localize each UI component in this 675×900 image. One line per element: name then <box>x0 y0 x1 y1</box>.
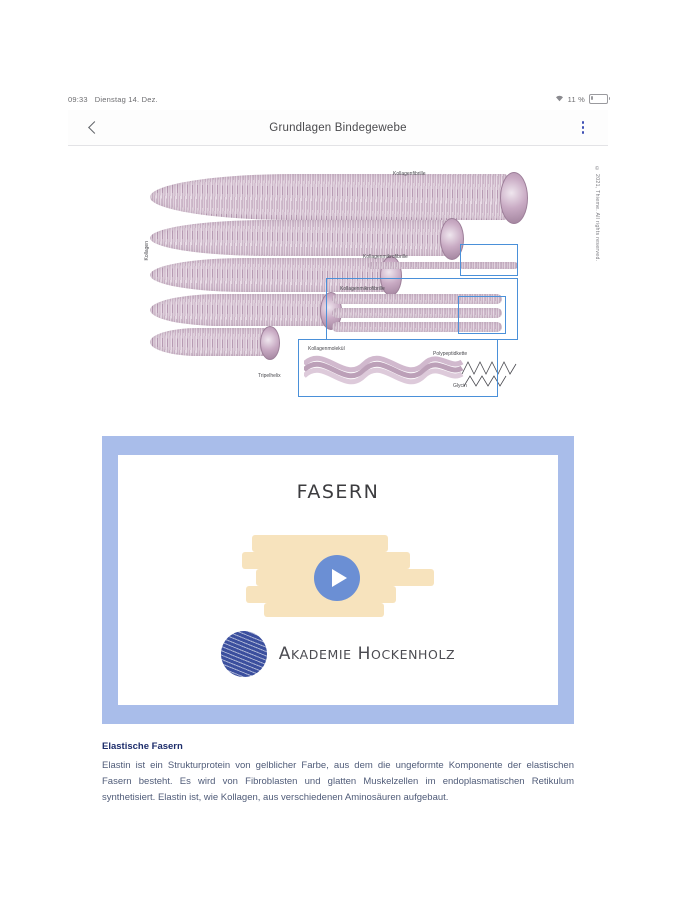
akademie-logo-icon <box>221 631 267 677</box>
video-frame <box>102 436 574 724</box>
content-fade <box>68 816 608 846</box>
battery-percent-label: 11 % <box>567 94 585 104</box>
brand-word-2-rest: OCKENHOLZ <box>371 647 456 662</box>
fiber-bundle <box>150 220 450 256</box>
label-glycin: Glycin <box>453 383 467 389</box>
label-tripelhelix: Tripelhelix <box>258 373 281 379</box>
video-thumbnail[interactable] <box>118 455 558 705</box>
status-bar-right <box>555 94 608 104</box>
status-time: 09:33 <box>68 94 88 104</box>
label-kollagenmikrofibrille: Kollagenmikrofibrille <box>363 254 408 260</box>
page-content[interactable] <box>68 146 608 846</box>
brand-word-1-cap: A <box>278 644 291 664</box>
page-title: Grundlagen Bindegewebe <box>269 121 407 134</box>
article-section <box>68 725 608 806</box>
label-polypeptidkette: Polypeptidkette <box>433 351 468 357</box>
brand-word-1-rest: KADEMIE <box>291 647 352 662</box>
label-kollagenfibrille: Kollagenfibrille <box>393 171 426 177</box>
label-kollagenmikrofibrille-2: Kollagenmikrofibrille <box>340 286 385 292</box>
label-kollagenmolekuel: Kollagenmolekül <box>308 346 345 352</box>
zoom-box-fibril <box>460 244 518 276</box>
fiber-bundle <box>150 174 510 220</box>
fiber-bundle-cap <box>500 172 528 224</box>
label-kollagen: Kollagen <box>144 241 150 261</box>
fiber-bundle <box>150 328 270 356</box>
collagen-figure <box>68 146 608 421</box>
article-heading: Elastische Fasern <box>102 741 183 752</box>
battery-icon <box>589 94 608 104</box>
app-header <box>68 110 608 146</box>
brand-logo <box>118 631 558 677</box>
video-title: FASERN <box>296 481 380 503</box>
kebab-menu-icon[interactable] <box>574 119 592 137</box>
article-body: Elastin ist ein Strukturprotein von gelblicher Farbe, aus dem die ungeformte Komponente der elastischen Fasern besteht. Es wird von Fibroblasten und glatten Muskelzellen im endoplasmatischen Retikulum synthetisiert. Elastin ist, wie Kollagen, aus verschiedenen Aminosäuren aufgebaut. <box>102 760 574 803</box>
zoom-box-molecule <box>458 296 506 334</box>
figure-copyright: © 2021, Thieme. All rights reserved. <box>594 166 600 262</box>
fiber-bundle <box>150 294 330 326</box>
video-section <box>68 435 608 725</box>
wifi-icon <box>555 94 564 104</box>
play-button[interactable] <box>314 555 360 601</box>
status-bar <box>68 92 608 106</box>
status-date: Dienstag 14. Dez. <box>94 94 158 104</box>
back-button[interactable] <box>84 119 102 137</box>
brand-word-2-cap: H <box>357 644 372 664</box>
brand-name <box>279 644 455 664</box>
fiber-bundle-cap <box>260 326 280 360</box>
status-bar-left <box>68 95 158 104</box>
